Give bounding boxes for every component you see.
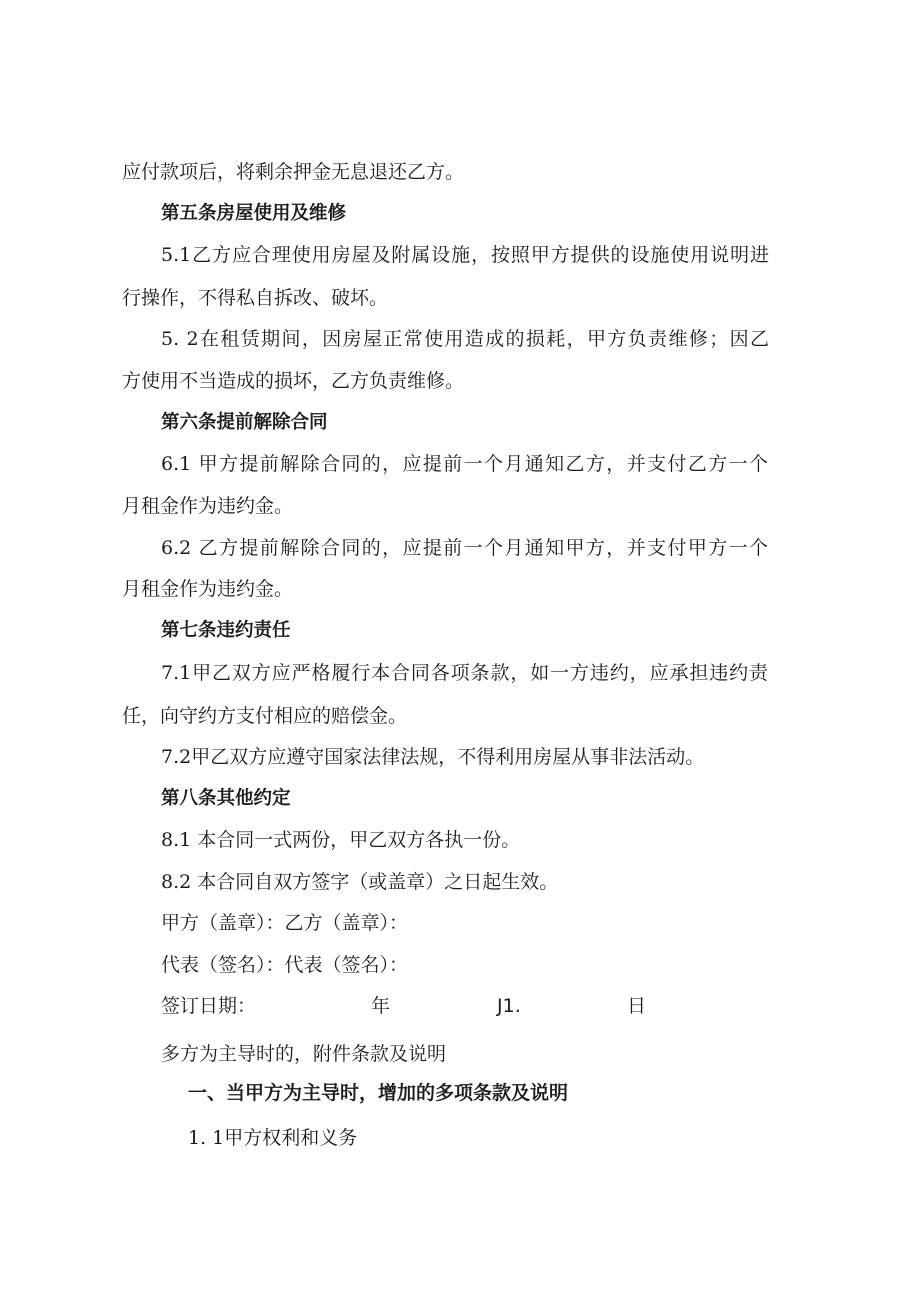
representative-sign-line: 代表（签名）：代表（签名）： [161, 954, 409, 976]
paragraph-line: 5.1乙方应合理使用房屋及附属设施，按照甲方提供的设施使用说明进 [161, 244, 769, 266]
paragraph-line: 8.2 本合同自双方签字（或盖章）之日起生效。 [161, 871, 559, 893]
paragraph-line: 行操作，不得私自拆改、破坏。 [122, 287, 389, 309]
signing-date-month: J1. [497, 995, 521, 1017]
paragraph-line: 方使用不当造成的损坏，乙方负责维修。 [122, 370, 465, 392]
appendix-heading: 一、当甲方为主导时，增加的多项条款及说明 [188, 1082, 569, 1104]
party-seal-line: 甲方（盖章）：乙方（盖章）： [161, 912, 409, 934]
paragraph-line: 6.2 乙方提前解除合同的，应提前一个月通知甲方，并支付甲方一个 [161, 537, 768, 559]
paragraph-line: 应付款项后，将剩余押金无息退还乙方。 [122, 161, 465, 183]
appendix-subheading: 1. 1甲方权利和义务 [188, 1127, 358, 1149]
section-heading-6: 第六条提前解除合同 [161, 412, 328, 433]
paragraph-line: 5. 2在租赁期间，因房屋正常使用造成的损耗，甲方负责维修；因乙 [161, 328, 769, 350]
paragraph-line: 6.1 甲方提前解除合同的，应提前一个月通知乙方，并支付乙方一个 [161, 453, 768, 475]
appendix-intro: 多方为主导时的，附件条款及说明 [161, 1043, 447, 1065]
paragraph-line: 7.1甲乙双方应严格履行本合同各项条款，如一方违约，应承担违约责 [161, 662, 768, 684]
paragraph-line: 8.1 本合同一式两份，甲乙双方各执一份。 [161, 829, 521, 851]
signing-date-year: 年 [371, 995, 391, 1017]
section-heading-7: 第七条违约责任 [161, 620, 291, 641]
section-heading-5: 第五条房屋使用及维修 [161, 203, 347, 224]
section-heading-8: 第八条其他约定 [161, 788, 291, 809]
paragraph-line: 月租金作为违约金。 [122, 578, 294, 600]
signing-date-label: 签订日期： [161, 995, 257, 1017]
paragraph-line: 7.2甲乙双方应遵守国家法律法规，不得利用房屋从事非法活动。 [161, 746, 705, 768]
signing-date-day: 日 [627, 995, 647, 1017]
paragraph-line: 月租金作为违约金。 [122, 495, 294, 517]
paragraph-line: 任，向守约方支付相应的赔偿金。 [122, 705, 408, 727]
